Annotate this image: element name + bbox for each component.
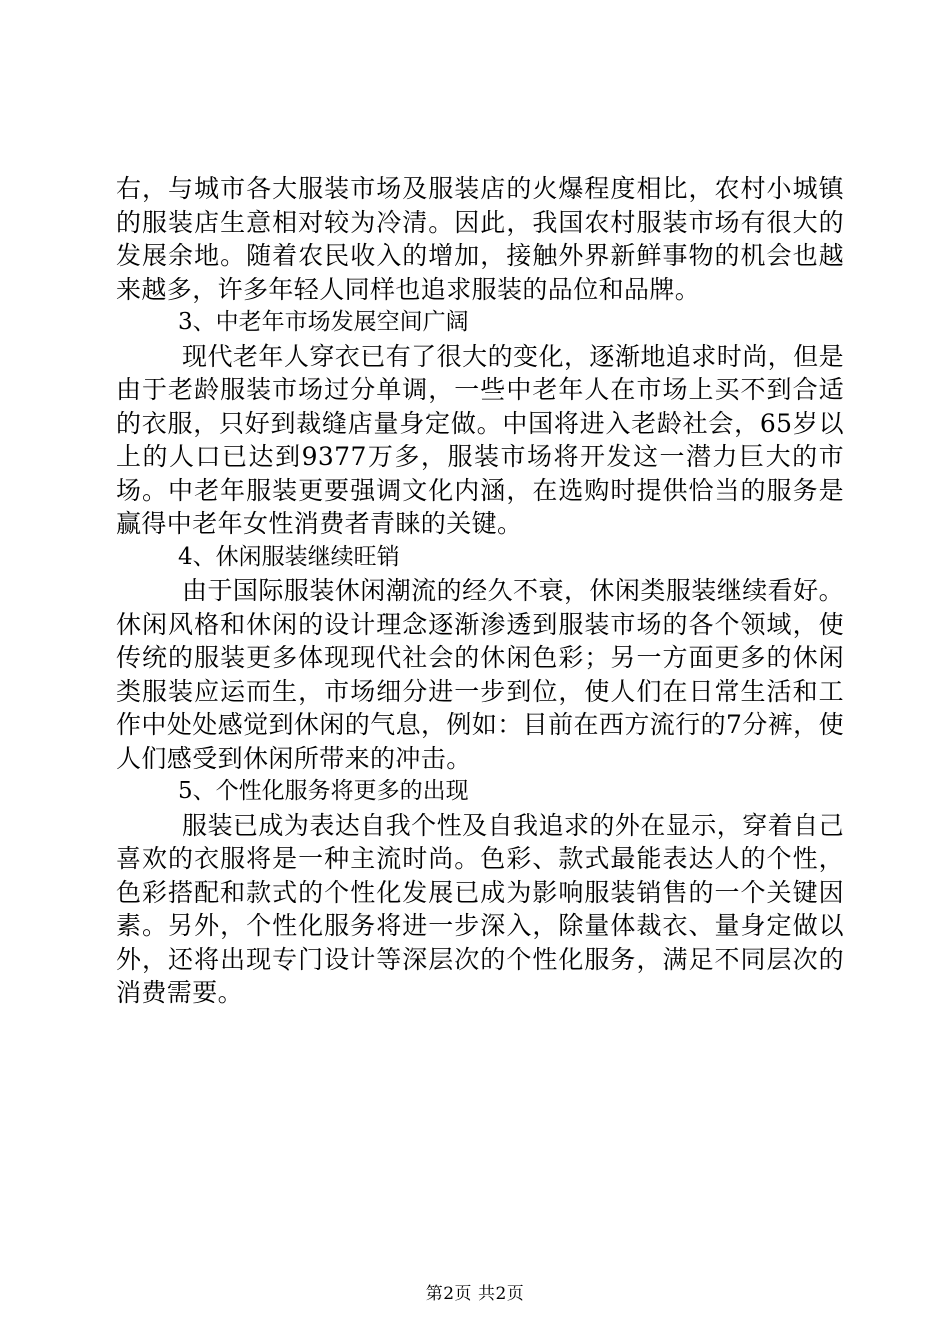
page-number-footer: 第2页 共2页 — [425, 1284, 525, 1304]
section-heading-4: 4、休闲服装继续旺销 — [178, 543, 400, 570]
paragraph-elderly-market: 现代老年人穿衣已有了很大的变化，逐渐地追求时尚，但是由于老龄服装市场过分单调，一些中老年人在市场上买不到合适的衣服，只好到裁缝店量身定做。中国将进入老龄社会，65岁以上的人口已达到9377万多，服装市场将开发这一潜力巨大的市场。中老年服装更要强调文化内涵，在选购时提供恰当的服务是赢得中老年女性消费者青睐的关键。 — [116, 341, 844, 538]
paragraph-rural-market: 右，与城市各大服装市场及服装店的火爆程度相比，农村小城镇的服装店生意相对较为冷清。因此，我国农村服装市场有很大的发展余地。随着农民收入的增加，接触外界新鲜事物的机会也越来越多，许多年轻人同样也追求服装的品位和品牌。 — [116, 174, 844, 304]
paragraph-casual-wear: 由于国际服装休闲潮流的经久不衰，休闲类服装继续看好。休闲风格和休闲的设计理念逐渐渗透到服装市场的各个领域，使传统的服装更多体现现代社会的休闲色彩；另一方面更多的休闲类服装应运而生，市场细分进一步到位，使人们在日常生活和工作中处处感觉到休闲的气息，例如：目前在西方流行的7分裤，使人们感受到休闲所带来的冲击。 — [116, 576, 844, 773]
document-body — [116, 172, 844, 1010]
paragraph-personalized-service: 服装已成为表达自我个性及自我追求的外在显示，穿着自己喜欢的衣服将是一种主流时尚。色彩、款式最能表达人的个性，色彩搭配和款式的个性化发展已成为影响服装销售的一个关键因素。另外，个性化服务将进一步深入，除量体裁衣、量身定做以外，还将出现专门设计等深层次的个性化服务，满足不同层次的消费需要。 — [116, 810, 844, 1007]
section-heading-5: 5、个性化服务将更多的出现 — [178, 778, 469, 804]
section-heading-3: 3、中老年市场发展空间广阔 — [178, 309, 469, 335]
